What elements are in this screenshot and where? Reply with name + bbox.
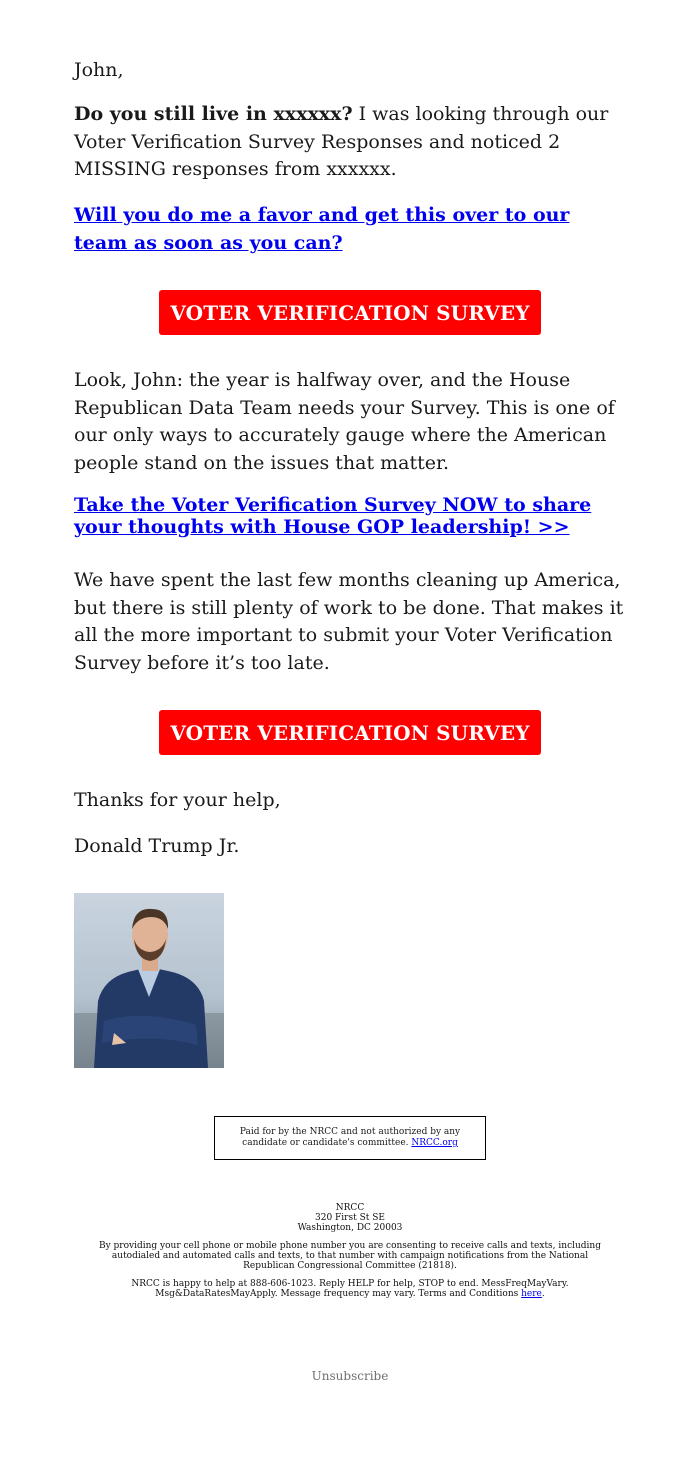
portrait-image [74,893,224,1068]
footer-org: NRCC [335,1203,365,1213]
footer-consent: By providing your cell phone or mobile phone number you are consenting to receive calls and texts, including autodialed and automated calls and texts, to that number with campaign notifications from the National Republican Congressional Committee (21818). [98,1241,601,1271]
footer-address-line2: Washington, DC 20003 [297,1223,403,1233]
intro-paragraph [74,101,626,184]
survey-button-bottom[interactable]: VOTER VERIFICATION SURVEY [159,710,541,755]
terms-here-link[interactable]: here [521,1289,542,1299]
footer-help-text: NRCC is happy to help at 888-606-1023. Reply HELP for help, STOP to end. MessFreqMayVary. Msg&DataRatesMayApply. Message frequency may vary. Terms and Conditions [131,1279,569,1299]
unsubscribe-link[interactable]: Unsubscribe [311,1369,389,1383]
intro-bold: Do you still live in xxxxxx? [74,103,353,125]
footer-help-end: . [541,1289,545,1299]
intro-rest: I was looking through our Voter Verification Survey Responses and noticed 2 MISSING responses from xxxxxx. [74,103,609,180]
footer-address [95,1203,605,1233]
survey-button-top[interactable]: VOTER VERIFICATION SURVEY [159,290,541,335]
take-survey-link[interactable]: Take the Voter Verification Survey NOW to share your thoughts with House GOP leadership! >> [74,494,592,538]
nrcc-link[interactable]: NRCC.org [411,1138,458,1148]
footer [95,1203,605,1307]
greeting: John, [74,59,124,81]
body-paragraph-2: Look, John: the year is halfway over, and the House Republican Data Team needs your Survey. This is one of our only ways to accurately gauge where the American people stand on the issues that matter. [74,369,615,474]
signature: Donald Trump Jr. [74,835,240,857]
footer-help [95,1279,605,1299]
body-paragraph-3: We have spent the last few months cleaning up America, but there is still plenty of work to be done. That makes it all the more important to submit your Voter Verification Survey before it’s too late. [74,569,624,674]
footer-address-line1: 320 First St SE [315,1213,385,1223]
disclaimer-text: Paid for by the NRCC and not authorized by any candidate or candidate's committee. [239,1127,461,1148]
thanks-text: Thanks for your help, [74,789,281,811]
favor-link[interactable]: Will you do me a favor and get this over to our team as soon as you can? [74,204,570,254]
signer-photo [74,893,224,1068]
paid-for-disclaimer [214,1116,486,1160]
